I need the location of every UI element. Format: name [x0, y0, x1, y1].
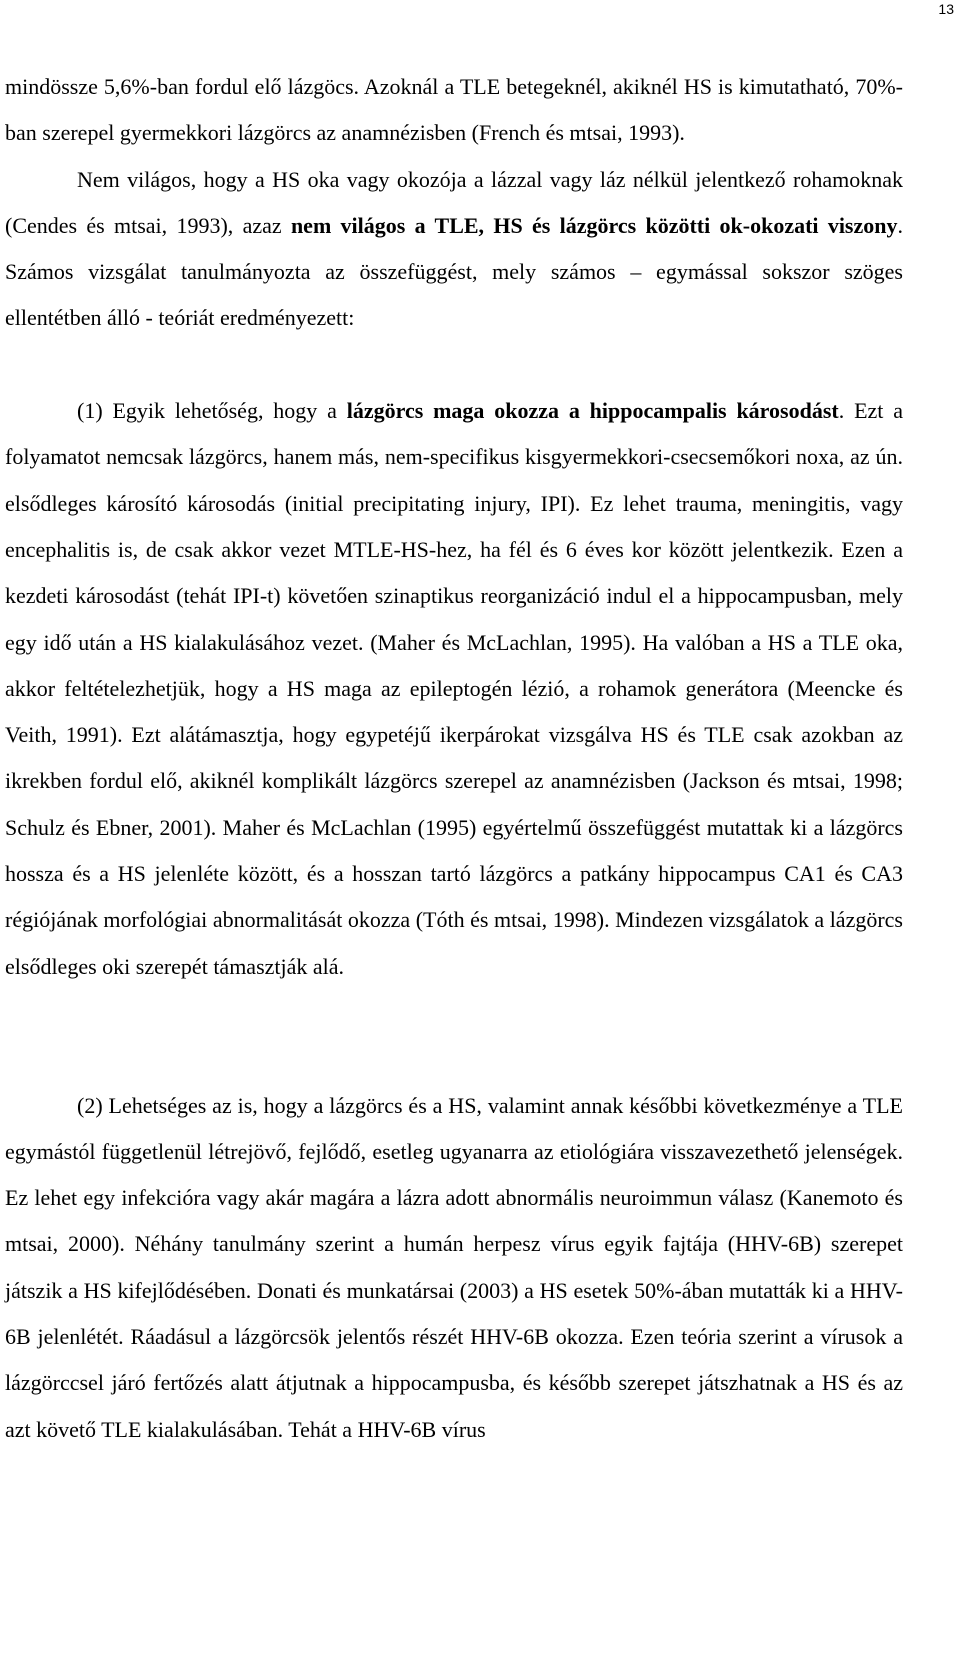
paragraph-spacer	[5, 990, 903, 1036]
paragraph-3-bold: lázgörcs maga okozza a hippocampalis károsodást	[346, 398, 839, 424]
paragraph-3-text-b: . Ezt a folyamatot nemcsak lázgörcs, hanem más, nem-specifikus kisgyermekkori-csecsemőkori noxa, az ún. elsődleges károsító károsodás (initial precipitating injury, IPI). Ez lehet trauma, meningitis, vagy encephalitis is, de csak akkor vezet MTLE-HS-hez, ha fél és 6 éves kor között jelentkezik. Ezen a kezdeti károsodást (tehát IPI-t) követően szinaptikus reorganizáció indul el a hippocampusban, mely egy idő után a HS kialakulásához vezet. (Maher és McLachlan, 1995). Ha valóban a HS a TLE oka, akkor feltételezhetjük, hogy a HS maga az epileptogén lézió, a rohamok generátora (Meencke és Veith, 1991). Ezt alátámasztja, hogy egypetéjű ikerpárokat vizsgálva HS és TLE csak azokban az ikrekben fordul elő, akiknél komplikált lázgörcs szerepel az anamnézisben (Jackson és mtsai, 1998; Schulz és Ebner, 2001). Maher és McLachlan (1995) egyértelmű összefüggést mutattak ki a lázgörcs hossza és a HS jelenléte között, és a hosszan tartó lázgörcs a patkány hippocampus CA1 és CA3 régiójának morfológiai abnormalitását okozza (Tóth és mtsai, 1998). Mindezen vizsgálatok a lázgörcs elsődleges oki szerepét támasztják alá.	[5, 398, 903, 979]
paragraph-2-text-a: Nem világos, hogy a HS oka vagy okozója a lázzal vagy láz nélkül jelentkező rohamoknak (Cendes és mtsai, 1993), azaz	[5, 166, 903, 238]
paragraph-2	[5, 157, 903, 342]
paragraph-spacer	[5, 342, 903, 388]
paragraph-spacer	[5, 1036, 903, 1082]
paragraph-3-text-a: (1) Egyik lehetőség, hogy a	[77, 398, 347, 424]
paragraph-2-text-b: . Számos vizsgálat tanulmányozta az összefüggést, mely számos – egymással sokszor szöges ellentétben álló - teóriát eredményezett:	[5, 212, 903, 331]
page-number: 13	[938, 1, 954, 17]
paragraph-3	[5, 388, 903, 990]
paragraph-4: (2) Lehetséges az is, hogy a lázgörcs és a HS, valamint annak későbbi következménye a TLE egymástól függetlenül létrejövő, fejlődő, esetleg ugyanarra az etiológiára visszavezethető jelenségek. Ez lehet egy infekcióra vagy akár magára a lázra adott abnormális neuroimmun válasz (Kanemoto és mtsai, 2000). Néhány tanulmány szerint a humán herpesz vírus egyik fajtája (HHV-6B) szerepet játszik a HS kifejlődésében. Donati és munkatársai (2003) a HS esetek 50%-ában mutatták ki a HHV-6B jelenlétét. Ráadásul a lázgörcsök jelentős részét HHV-6B okozza. Ezen teória szerint a vírusok a lázgörccsel járó fertőzés alatt átjutnak a hippocampusba, és később szerepet játszhatnak a HS és az azt követő TLE kialakulásában. Tehát a HHV-6B vírus	[5, 1092, 903, 1442]
paragraph-2-bold: nem világos a TLE, HS és lázgörcs közötti ok-okozati viszony	[290, 212, 898, 238]
body-text	[5, 64, 903, 1453]
paragraph-1: mindössze 5,6%-ban fordul elő lázgöcs. Azoknál a TLE betegeknél, akiknél HS is kimutatható, 70%-ban szerepel gyermekkori lázgörcs az anamnézisben (French és mtsai, 1993).	[5, 74, 903, 146]
